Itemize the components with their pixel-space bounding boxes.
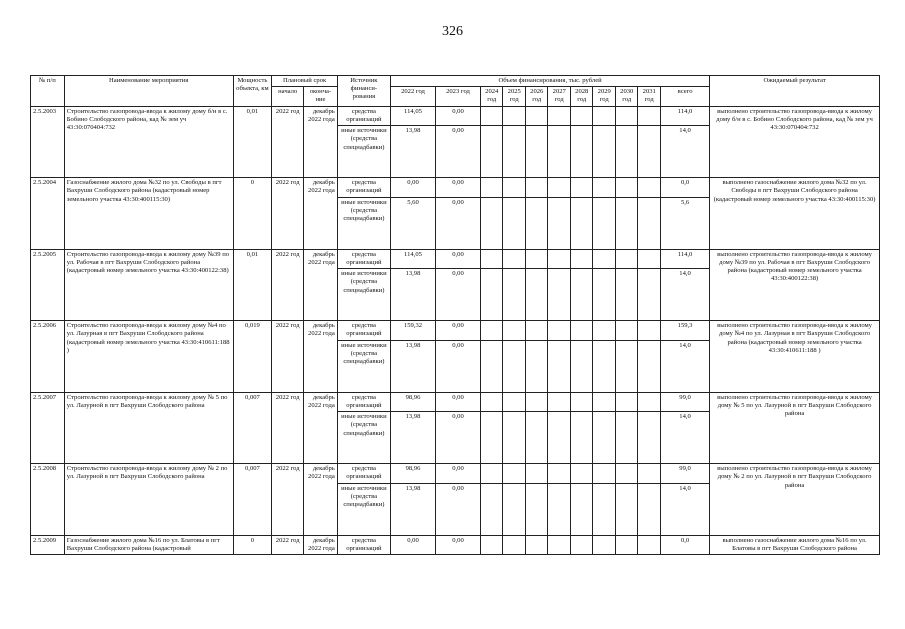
header-capacity: Мощность объекта, км xyxy=(233,76,272,107)
row-value-2023: 0,00 xyxy=(435,464,480,483)
row-value-empty xyxy=(480,321,503,340)
row-value-empty xyxy=(480,269,503,321)
row-value-total: 5,6 xyxy=(660,197,709,249)
header-num: № п/п xyxy=(31,76,65,107)
row-value-empty xyxy=(593,535,616,554)
row-source-org: средства организаций xyxy=(337,535,390,554)
row-result: выполнено строительство газопровода-ввода к жилому дому № 2 по ул. Лазурной в пгт Вахруши Слободского района xyxy=(710,464,880,535)
row-capacity: 0,01 xyxy=(233,106,272,177)
table-row xyxy=(31,249,880,268)
table-row xyxy=(31,464,880,483)
row-name: Строительство газопровода-ввода к жилому дому № 5 по ул. Лазурной в пгт Вахруши Слободского района xyxy=(64,392,233,463)
row-name: Строительство газопровода-ввода к жилому дому б/н в с. Бобино Слободского района, кад № зем уч 43:30:070404:732 xyxy=(64,106,233,177)
row-value-empty xyxy=(593,483,616,535)
row-value-empty xyxy=(638,483,661,535)
row-value-total: 0,0 xyxy=(660,535,709,554)
header-year-2026: 2026 год xyxy=(525,87,548,106)
row-value-2023: 0,00 xyxy=(435,249,480,268)
row-value-empty xyxy=(615,483,638,535)
row-value-2023: 0,00 xyxy=(435,178,480,197)
header-result: Ожидаемый результат xyxy=(710,76,880,107)
row-start: 2022 год xyxy=(272,106,304,177)
row-value-empty xyxy=(525,126,548,178)
header-start: начало xyxy=(272,87,304,106)
row-result: выполнено газоснабжение жилого дома №16 по ул. Блатовы в пгт Вахруши Слободского района xyxy=(710,535,880,554)
row-value-empty xyxy=(638,321,661,340)
row-result: выполнено строительство газопровода-ввода к жилому дому №4 по ул. Лазурная в пгт Вахруши Слободского района (кадастровый номер земельного участка 43:30:410611:188 ) xyxy=(710,321,880,392)
row-value-total: 14,0 xyxy=(660,269,709,321)
row-value-total: 159,3 xyxy=(660,321,709,340)
row-value-total: 14,0 xyxy=(660,483,709,535)
row-value-empty xyxy=(548,126,571,178)
row-value-2023: 0,00 xyxy=(435,197,480,249)
row-value-empty xyxy=(615,197,638,249)
row-value-empty xyxy=(503,340,526,392)
row-value-empty xyxy=(638,412,661,464)
header-year-2029: 2029 год xyxy=(593,87,616,106)
row-value-empty xyxy=(503,535,526,554)
row-value-empty xyxy=(503,269,526,321)
header-year-2024: 2024 год xyxy=(480,87,503,106)
row-result: выполнено строительство газопровода-ввода к жилому дому №39 по ул. Рабочая в пгт Вахруши Слободского района (кадастровый номер земельного участка 43:30:400122:38) xyxy=(710,249,880,320)
row-value-2023: 0,00 xyxy=(435,483,480,535)
row-num: 2.5.2005 xyxy=(31,249,65,320)
row-value-empty xyxy=(593,249,616,268)
row-value-empty xyxy=(570,249,593,268)
row-value-2023: 0,00 xyxy=(435,126,480,178)
row-result: выполнено газоснабжение жилого дома №32 по ул. Свободы в пгт Вахруши Слободского района (кадастровый номер земельного участка 43:30:400115:30) xyxy=(710,178,880,249)
header-name: Наименование мероприятия xyxy=(64,76,233,107)
row-value-empty xyxy=(503,126,526,178)
row-value-empty xyxy=(570,197,593,249)
row-value-2023: 0,00 xyxy=(435,340,480,392)
row-value-2022: 13,98 xyxy=(390,269,435,321)
row-value-empty xyxy=(480,535,503,554)
row-value-2022: 114,05 xyxy=(390,106,435,125)
row-value-empty xyxy=(525,269,548,321)
row-value-empty xyxy=(593,269,616,321)
page-number: 326 xyxy=(442,24,463,39)
header-year-2027: 2027 год xyxy=(548,87,571,106)
row-value-2023: 0,00 xyxy=(435,535,480,554)
row-value-empty xyxy=(548,249,571,268)
row-value-empty xyxy=(480,412,503,464)
row-value-empty xyxy=(638,178,661,197)
row-name: Газоснабжение жилого дома №16 по ул. Блатовы в пгт Вахруши Слободского района (кадастровый xyxy=(64,535,233,554)
row-value-empty xyxy=(615,321,638,340)
row-value-empty xyxy=(503,483,526,535)
row-value-empty xyxy=(570,483,593,535)
row-value-empty xyxy=(570,392,593,411)
row-value-2023: 0,00 xyxy=(435,106,480,125)
row-value-2023: 0,00 xyxy=(435,412,480,464)
row-source-other: иные источники (средства спецнадбавки) xyxy=(337,269,390,321)
row-value-empty xyxy=(638,106,661,125)
row-value-empty xyxy=(593,106,616,125)
row-value-total: 14,0 xyxy=(660,412,709,464)
row-value-empty xyxy=(570,269,593,321)
row-capacity: 0,01 xyxy=(233,249,272,320)
row-num: 2.5.2003 xyxy=(31,106,65,177)
row-value-total: 99,0 xyxy=(660,464,709,483)
row-value-total: 0,0 xyxy=(660,178,709,197)
row-value-empty xyxy=(615,535,638,554)
row-value-empty xyxy=(593,321,616,340)
header-year-2030: 2030 год xyxy=(615,87,638,106)
header-source: Источник финанси-рования xyxy=(337,76,390,107)
row-value-2022: 114,05 xyxy=(390,249,435,268)
row-value-empty xyxy=(593,178,616,197)
table-row xyxy=(31,106,880,125)
row-name: Строительство газопровода-ввода к жилому дому № 2 по ул. Лазурной в пгт Вахруши Слободского района xyxy=(64,464,233,535)
row-end: декабрь 2022 года xyxy=(304,392,338,463)
row-value-empty xyxy=(570,412,593,464)
row-value-empty xyxy=(638,249,661,268)
row-capacity: 0,007 xyxy=(233,392,272,463)
row-value-empty xyxy=(525,412,548,464)
row-value-empty xyxy=(593,340,616,392)
row-source-org: средства организаций xyxy=(337,106,390,125)
row-value-empty xyxy=(570,106,593,125)
header-end: оконча-ние xyxy=(304,87,338,106)
row-name: Строительство газопровода-ввода к жилому дому №39 по ул. Рабочая в пгт Вахруши Слободского района (кадастровый номер земельного участка 43:30:400122:38) xyxy=(64,249,233,320)
row-value-empty xyxy=(638,197,661,249)
row-end: декабрь 2022 года xyxy=(304,106,338,177)
header-year-2028: 2028 год xyxy=(570,87,593,106)
row-value-empty xyxy=(638,464,661,483)
row-value-total: 14,0 xyxy=(660,126,709,178)
header-year-2025: 2025 год xyxy=(503,87,526,106)
row-value-2022: 98,96 xyxy=(390,392,435,411)
row-value-2022: 98,96 xyxy=(390,464,435,483)
row-value-empty xyxy=(570,535,593,554)
row-start: 2022 год xyxy=(272,392,304,463)
row-value-empty xyxy=(615,106,638,125)
row-value-empty xyxy=(638,269,661,321)
row-value-empty xyxy=(615,464,638,483)
row-value-empty xyxy=(480,464,503,483)
row-value-2022: 5,60 xyxy=(390,197,435,249)
row-capacity: 0,007 xyxy=(233,464,272,535)
row-value-empty xyxy=(480,126,503,178)
row-value-empty xyxy=(548,340,571,392)
row-name: Газоснабжение жилого дома №32 по ул. Свободы в пгт Вахруши Слободского района (кадастровый номер земельного участка 43:30:400115:30) xyxy=(64,178,233,249)
row-end: декабрь 2022 года xyxy=(304,178,338,249)
row-result: выполнено строительство газопровода-ввода к жилому дому № 5 по ул. Лазурной в пгт Вахруши Слободского района xyxy=(710,392,880,463)
table-row xyxy=(31,321,880,340)
row-value-empty xyxy=(593,126,616,178)
row-value-total: 114,0 xyxy=(660,106,709,125)
row-start: 2022 год xyxy=(272,464,304,535)
row-value-total: 99,0 xyxy=(660,392,709,411)
row-value-2022: 13,98 xyxy=(390,483,435,535)
row-value-empty xyxy=(525,321,548,340)
header-total: всего xyxy=(660,87,709,106)
row-num: 2.5.2006 xyxy=(31,321,65,392)
row-value-2023: 0,00 xyxy=(435,392,480,411)
row-value-empty xyxy=(525,249,548,268)
row-value-empty xyxy=(570,126,593,178)
row-source-org: средства организаций xyxy=(337,464,390,483)
row-num: 2.5.2007 xyxy=(31,392,65,463)
row-capacity: 0,019 xyxy=(233,321,272,392)
row-value-empty xyxy=(570,340,593,392)
row-start: 2022 год xyxy=(272,178,304,249)
row-value-empty xyxy=(503,197,526,249)
row-source-other: иные источники (средства спецнадбавки) xyxy=(337,483,390,535)
row-capacity: 0 xyxy=(233,178,272,249)
row-value-empty xyxy=(548,535,571,554)
row-value-empty xyxy=(615,269,638,321)
row-value-empty xyxy=(480,106,503,125)
row-value-empty xyxy=(503,392,526,411)
row-source-org: средства организаций xyxy=(337,392,390,411)
row-value-empty xyxy=(615,126,638,178)
header-funding: Объем финансирования, тыс. рублей xyxy=(390,76,709,87)
row-value-empty xyxy=(525,178,548,197)
row-value-empty xyxy=(525,392,548,411)
row-value-empty xyxy=(525,106,548,125)
row-value-empty xyxy=(570,178,593,197)
row-value-empty xyxy=(480,340,503,392)
row-value-empty xyxy=(615,178,638,197)
table-row xyxy=(31,535,880,554)
row-source-other: иные источники (средства спецнадбавки) xyxy=(337,412,390,464)
row-value-empty xyxy=(548,412,571,464)
row-value-empty xyxy=(593,197,616,249)
row-value-empty xyxy=(525,464,548,483)
row-end: декабрь 2022 года xyxy=(304,464,338,535)
row-result: выполнено строительство газопровода-ввода к жилому дому б/н в с. Бобино Слободского района, кад № зем уч 43:30:070404:732 xyxy=(710,106,880,177)
row-value-empty xyxy=(480,197,503,249)
row-start: 2022 год xyxy=(272,321,304,392)
row-value-empty xyxy=(593,464,616,483)
row-source-other: иные источники (средства спецнадбавки) xyxy=(337,126,390,178)
row-value-empty xyxy=(503,178,526,197)
row-value-total: 114,0 xyxy=(660,249,709,268)
row-value-empty xyxy=(615,340,638,392)
row-end: декабрь 2022 года xyxy=(304,249,338,320)
header-plan-term: Плановый срок xyxy=(272,76,337,87)
row-source-other: иные источники (средства спецнадбавки) xyxy=(337,197,390,249)
row-end: декабрь 2022 года xyxy=(304,535,338,554)
row-value-empty xyxy=(615,412,638,464)
row-value-empty xyxy=(638,126,661,178)
table-row xyxy=(31,178,880,197)
row-value-empty xyxy=(638,535,661,554)
row-value-empty xyxy=(593,412,616,464)
row-value-empty xyxy=(480,392,503,411)
row-value-2022: 13,98 xyxy=(390,412,435,464)
row-value-empty xyxy=(593,392,616,411)
row-num: 2.5.2009 xyxy=(31,535,65,554)
header-year-2031: 2031 год xyxy=(638,87,661,106)
row-start: 2022 год xyxy=(272,535,304,554)
row-value-empty xyxy=(548,106,571,125)
row-value-empty xyxy=(548,269,571,321)
row-source-org: средства организаций xyxy=(337,178,390,197)
header-year-2023: 2023 год xyxy=(435,87,480,106)
header-year-2022: 2022 год xyxy=(390,87,435,106)
row-value-empty xyxy=(615,392,638,411)
row-value-empty xyxy=(503,412,526,464)
row-num: 2.5.2004 xyxy=(31,178,65,249)
row-value-empty xyxy=(503,464,526,483)
row-value-empty xyxy=(548,483,571,535)
row-value-empty xyxy=(548,392,571,411)
row-value-empty xyxy=(503,321,526,340)
table-body xyxy=(31,106,880,554)
row-value-empty xyxy=(570,464,593,483)
table-row xyxy=(31,392,880,411)
row-value-empty xyxy=(548,197,571,249)
row-value-empty xyxy=(638,392,661,411)
row-value-empty xyxy=(525,197,548,249)
row-value-total: 14,0 xyxy=(660,340,709,392)
row-source-org: средства организаций xyxy=(337,321,390,340)
row-value-empty xyxy=(480,178,503,197)
row-num: 2.5.2008 xyxy=(31,464,65,535)
row-value-empty xyxy=(525,340,548,392)
row-source-other: иные источники (средства спецнадбавки) xyxy=(337,340,390,392)
row-value-empty xyxy=(548,464,571,483)
row-value-empty xyxy=(503,106,526,125)
row-capacity: 0 xyxy=(233,535,272,554)
row-value-empty xyxy=(615,249,638,268)
row-value-empty xyxy=(548,321,571,340)
row-value-2022: 159,32 xyxy=(390,321,435,340)
row-value-2023: 0,00 xyxy=(435,321,480,340)
row-start: 2022 год xyxy=(272,249,304,320)
row-value-2022: 13,98 xyxy=(390,340,435,392)
financing-table xyxy=(30,75,880,555)
row-source-org: средства организаций xyxy=(337,249,390,268)
row-value-empty xyxy=(480,249,503,268)
row-value-empty xyxy=(480,483,503,535)
row-end: декабрь 2022 года xyxy=(304,321,338,392)
row-value-empty xyxy=(548,178,571,197)
row-value-empty xyxy=(525,535,548,554)
row-value-2022: 0,00 xyxy=(390,535,435,554)
row-value-2022: 13,98 xyxy=(390,126,435,178)
row-value-2023: 0,00 xyxy=(435,269,480,321)
row-value-empty xyxy=(638,340,661,392)
row-value-empty xyxy=(525,483,548,535)
row-name: Строительство газопровода-ввода к жилому дому №4 по ул. Лазурная в пгт Вахруши Слободского района (кадастровый номер земельного участка 43:30:410611:188 ) xyxy=(64,321,233,392)
row-value-empty xyxy=(503,249,526,268)
row-value-2022: 0,00 xyxy=(390,178,435,197)
row-value-empty xyxy=(570,321,593,340)
